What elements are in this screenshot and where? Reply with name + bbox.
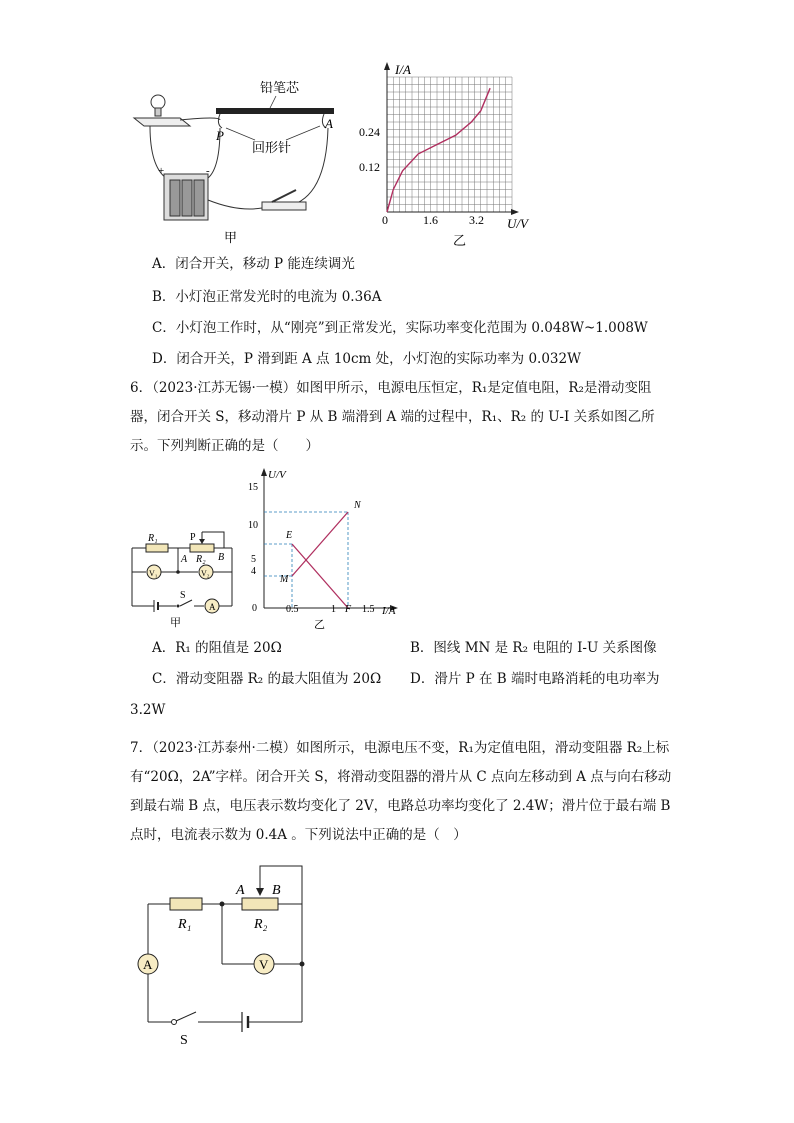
q6-ytick-5: 5 <box>251 554 256 565</box>
q5-option-a: A．闭合开关，移动 P 能连续调光 <box>152 256 355 272</box>
label-A: A <box>325 116 333 131</box>
q6-line-ef <box>292 544 348 608</box>
q6-line-mn <box>292 512 348 576</box>
q5-option-c: C．小灯泡工作时，从“刚亮”到正常发光，实际功率变化范围为 0.048W~1.008W <box>152 320 648 336</box>
q5-ytick-0.24: 0.24 <box>359 125 380 139</box>
q6-label-r2: R₂ <box>196 554 206 565</box>
q6-point-n: N <box>354 500 361 511</box>
q7-label-b: B <box>272 883 281 898</box>
q6-ytick-15: 15 <box>248 482 258 493</box>
q7-r2-icon <box>242 898 278 910</box>
q6-label-b: B <box>218 552 225 563</box>
caption-yi: 乙 <box>453 233 467 248</box>
q6-ui-chart <box>248 466 408 634</box>
q6-label-ammeter: A <box>209 602 216 612</box>
q6-caption-yi: 乙 <box>314 619 325 631</box>
bulb-icon <box>151 95 165 109</box>
q6-option-a: A．R₁ 的阻值是 20Ω <box>152 640 282 656</box>
q5-grid <box>387 77 512 212</box>
q6-axis-x-label: I/A <box>382 605 396 617</box>
q6-option-b: B．图线 MN 是 R₂ 电阻的 I-U 关系图像 <box>410 640 657 656</box>
lamp-base-icon <box>134 118 190 126</box>
q6-label-p: P <box>190 532 196 543</box>
q6-label-a: A <box>181 554 188 565</box>
q6-ytick-10: 10 <box>248 520 258 531</box>
q7-label-a: A <box>236 883 245 898</box>
q7-stem: 7．（2023·江苏泰州·二模）如图所示，电源电压不变，R₁为定值电阻，滑动变阻器 R₂上标有“20Ω，2A”字样。闭合开关 S，将滑动变阻器的滑片从 C 点向左移动到 A 点与向右移动到最右端 B 点，电压表示数均变化了 2V，电路总功率均变化了 2.4W；滑片位于最右端 B 点时，电流表示数为 0.4A 。下列说法中正确的是（ ） <box>130 740 672 843</box>
q6-option-c: C．滑动变阻器 R₂ 的最大阻值为 20Ω <box>152 671 382 687</box>
q5-axis-x-label: U/V <box>507 216 528 231</box>
q7-label-r2: R₂ <box>254 917 268 932</box>
label-plus: + <box>158 165 165 177</box>
q7-label-s: S <box>180 1033 188 1045</box>
q6-point-m: M <box>280 574 289 585</box>
q6-option-d: D．滑片 P 在 B 端时电路消耗的电功率为 <box>410 671 660 687</box>
q6-xtick-1: 1 <box>331 604 336 615</box>
q7-label-v: V <box>259 957 269 972</box>
q6-ytick-0: 0 <box>252 603 257 614</box>
q5-circuit-figure <box>120 70 360 250</box>
q6-circuit-figure <box>124 528 244 628</box>
q5-option-b: B．小灯泡正常发光时的电流为 0.36A <box>152 289 382 305</box>
caption-jia: 甲 <box>224 230 238 245</box>
q6-ytick-4: 4 <box>251 566 256 577</box>
q7-r1-icon <box>170 898 202 910</box>
q6-r2-icon <box>190 544 214 552</box>
q6-xtick-1.5: 1.5 <box>362 604 375 615</box>
label-clip: 回形针 <box>252 140 292 155</box>
q6-label-s: S <box>180 590 186 601</box>
q7-label-r1: R₁ <box>178 917 192 932</box>
q6-stem: 6．（2023·江苏无锡·一模）如图甲所示，电源电压恒定，R₁是定值电阻，R₂是滑动变阻器，闭合开关 S，移动滑片 P 从 B 端滑到 A 端的过程中，R₁、R₂ 的 U-I 关系如图乙所示。下列判断正确的是（ ） <box>130 380 655 454</box>
q5-xtick-3.2: 3.2 <box>469 213 484 227</box>
label-pencil: 铅笔芯 <box>260 80 300 95</box>
q5-iu-chart <box>355 60 540 250</box>
q6-axis-y-label: U/V <box>268 469 286 481</box>
q5-xtick-1.6: 1.6 <box>423 213 438 227</box>
pencil-lead-icon <box>216 108 334 114</box>
q5-option-d: D．闭合开关，P 滑到距 A 点 10cm 处，小灯泡的实际功率为 0.032W <box>152 351 581 367</box>
q6-caption-jia: 甲 <box>170 617 181 628</box>
q6-xtick-0.5: 0.5 <box>286 604 299 615</box>
q7-circuit-figure <box>130 860 330 1045</box>
q7-label-ammeter: A <box>143 957 153 972</box>
q6-option-d-tail: 3.2W <box>130 702 166 718</box>
q6-label-r1: R₁ <box>148 533 158 544</box>
q6-r1-icon <box>146 544 168 552</box>
q6-point-e: E <box>286 530 293 541</box>
switch-icon <box>262 202 306 210</box>
label-P: P <box>216 128 224 143</box>
q6-label-v1: V₁ <box>149 569 158 578</box>
q6-point-f: F <box>345 604 352 615</box>
q5-ytick-0.12: 0.12 <box>359 160 380 174</box>
q6-label-v2: V₂ <box>201 569 210 578</box>
label-minus: - <box>206 165 210 177</box>
q5-xtick-0: 0 <box>382 213 388 227</box>
q5-axis-y-label: I/A <box>395 62 411 77</box>
